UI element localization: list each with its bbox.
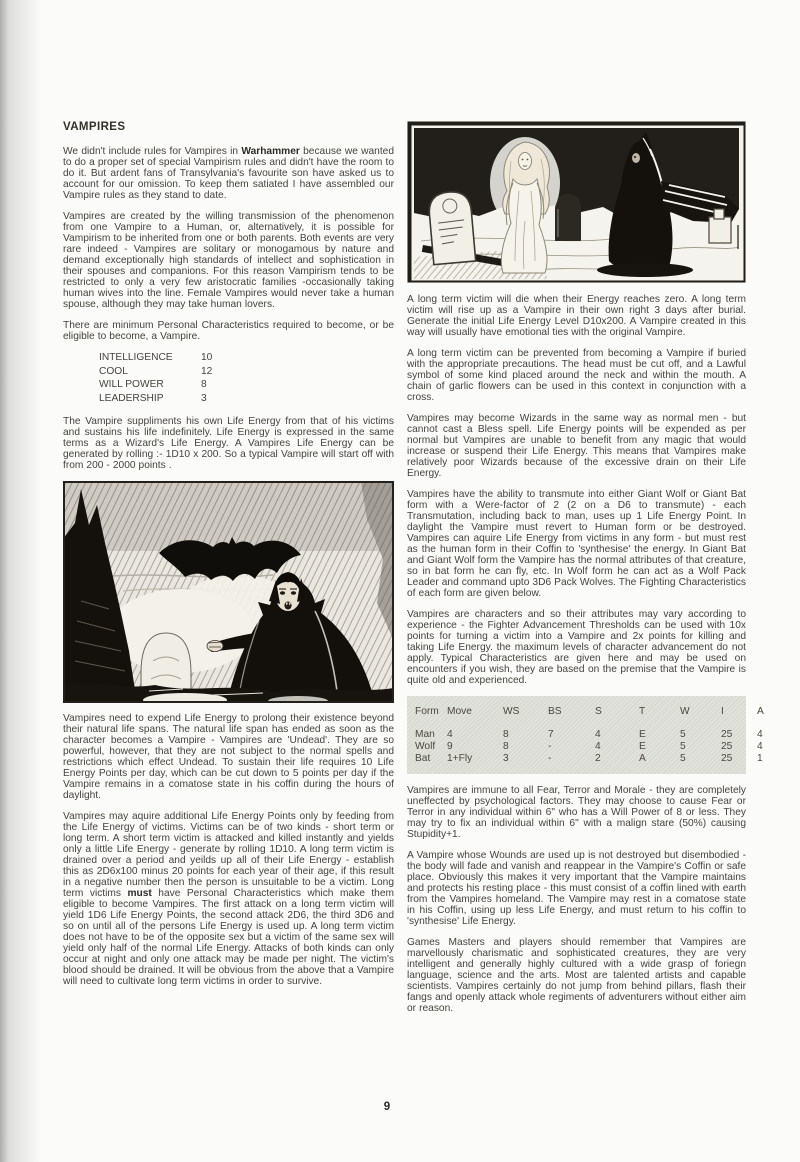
table-cell: A (639, 753, 646, 764)
characteristic-value: 3 (201, 392, 207, 404)
characteristic-label: INTELLIGENCE (99, 352, 173, 363)
paragraph: There are minimum Personal Characteristics required to become, or be eligible to become, a Vampire. (63, 320, 394, 342)
paragraph: The Vampire suppliments his own Life Energy from that of his victims and sustains his life indefinitely. Life Energy is expressed in the same terms as a Wizard's Life Energy. A Vampires Life Energy can be generated by rolling :- 1D10 x 200. So a typical Vampire will start off with from 200 - 2000 points . (63, 415, 394, 471)
article-title: VAMPIRES (63, 121, 126, 133)
graveyard-vampire-illustration (407, 121, 746, 283)
paragraph: Vampires are characters and so their attributes may vary according to experience - the Fighter Advancement Thresholds can be used with 10x points for turning a victim into a Vampire and 2x points for killing and taking Life Energy. the maximum levels of character advancement do not apply. Typical Characteristics are given here and may be used on encounters if you wish, they are based on the premise that the Vampire is quite old and experienced. (407, 609, 746, 686)
table-cell: 1+Fly (447, 753, 473, 764)
table-cell: Man (415, 729, 435, 740)
table-cell: 25 (721, 741, 733, 752)
table-header-cell: Move (447, 706, 472, 717)
table-header-cell: S (595, 706, 602, 717)
paragraph: Vampires need to expend Life Energy to prolong their existence beyond their natural life spans. The natural life span has ended as soon as the character becomes a Vampire - Vampires are 'Undead'. They are so powerful, however, that they are not subject to the normal spells and restrictions which effect Undead. To sustain their life requires 10 Life Energy Points per day, which can be cut down to 5 points per day if the Vampire remains in a comatose state in his coffin during the hours of daylight. (63, 712, 394, 801)
table-cell: E (639, 729, 646, 740)
table-cell: 1 (757, 753, 763, 764)
table-cell: 9 (447, 741, 453, 752)
two-column-layout (63, 121, 764, 1024)
table-header-cell: W (680, 706, 690, 717)
characteristic-value: 12 (201, 365, 213, 377)
table-cell: 8 (503, 729, 509, 740)
table-cell: 2 (595, 753, 601, 764)
fighting-characteristics-table (407, 696, 764, 774)
table-cell: 25 (721, 729, 733, 740)
left-column (63, 121, 394, 1024)
characteristic-label: LEADERSHIP (99, 392, 164, 404)
table-cell: 4 (595, 729, 601, 740)
table-cell: 7 (548, 729, 554, 740)
table-cell: - (548, 753, 552, 764)
table-cell: 4 (757, 741, 763, 752)
scan-edge-shadow (0, 0, 42, 1162)
table-cell: 3 (503, 753, 509, 764)
table-cell: - (548, 741, 552, 752)
characteristic-value: 10 (201, 352, 213, 363)
table-header-cell: Form (415, 706, 439, 717)
table-cell: Bat (415, 753, 431, 764)
vampire-bat-illustration (63, 481, 394, 703)
table-cell: 5 (680, 729, 686, 740)
table-cell: 4 (757, 729, 763, 740)
characteristic-label: COOL (99, 365, 128, 377)
paragraph: Vampires may become Wizards in the same way as normal men - but cannot cast a Bless spell. Life Energy points will be expended as per normal but Vampires are unable to benefit from any magic that would increase or suspend their Life Energy. This means that Vampires make relatively poor Wizards because of the excessive drain on their Life Energy. (407, 413, 746, 479)
paragraph: A long term victim will die when their Energy reaches zero. A long term victim will rise up as a Vampire in their own right 3 days after burial. Generate the initial Life Energy Level D10x200. A Vampire created in this way will usually have emotional ties with the original Vampire. (407, 294, 746, 338)
paragraph: Games Masters and players should remember that Vampires are marvellously charismatic and sophisticated creatures, they are very intelligent and generally highly cultured with a wide grasp of foriegn language, science and the arts. Most are talented artists and capable scientists. Vampires certainly do not jump from behind pillars, flash their fangs and openly attack whole regiments of adventurers without either aim or reason. (407, 937, 746, 1014)
table-header-cell: A (757, 706, 764, 717)
table-header-cell: T (639, 706, 646, 717)
table-header-cell: BS (548, 706, 562, 717)
characteristic-label: WILL POWER (99, 379, 164, 390)
characteristics-list (99, 352, 394, 404)
table-cell: 5 (680, 741, 686, 752)
paragraph: A Vampire whose Wounds are used up is not destroyed but disembodied - the body will fade and vanish and reappear in the Vampire's Coffin or safe place. Obviously this makes it very important that the Vampire maintains and protects his resting place - this must consist of a coffin lined with earth from the Vampires homeland. The Vampire may rest in a comatose state in his Coffin, using up less Life Energy, and must return to his coffin to 'synthesise' Life Energy. (407, 850, 746, 927)
table-cell: 4 (595, 741, 601, 752)
table-header-cell: WS (503, 706, 520, 717)
table-cell: Wolf (415, 741, 436, 752)
table-header-cell: I (721, 706, 724, 717)
characteristic-value: 8 (201, 379, 207, 390)
table-cell: 4 (447, 729, 453, 740)
table-cell: 25 (721, 753, 733, 764)
paragraph: Vampires have the ability to transmute into either Giant Wolf or Giant Bat form with a Were-factor of 2 (2 on a D6 to transmute) - each Transmutation, including back to man, uses up 1 Life Energy Point. In daylight the Vampire must revert to Human form or be destroyed. Vampires can aquire Life Energy from victims in any form - but must rest as the human form in their Coffin to 'synthesise' the energy. In Giant Bat and Giant Wolf form the Vampire has the normal attributes of that creature, so in bat form he can fly, etc. In Wolf form he can act as a Wolf Pack Leader and command upto 3D6 Pack Wolves. The Fighting Characteristics of each form are given below. (407, 489, 746, 599)
paragraph: Vampires are immune to all Fear, Terror and Morale - they are completely uneffected by psychological factors. They may choose to cause Fear or Terror in any individual within 6" who has a Will Power of 8 or less. They may try to fix an individual within 6" with a malign stare (50%) causing Stupidity+1. (407, 785, 746, 840)
table-cell: E (639, 741, 646, 752)
paragraph: We didn't include rules for Vampires in Warhammer because we wanted to do a proper set of special Vampirism rules and didn't have the room to do it. But ardent fans of Transylvania's favourite son have asked us to account for our omission. To keep them satiated I have assembled our Vampire rules as they stand to date. (63, 146, 394, 201)
page-number: 9 (383, 1101, 391, 1113)
table-cell: 8 (503, 741, 509, 752)
right-column (407, 121, 764, 1024)
paragraph: Vampires may aquire additional Life Energy Points only by feeding from the Life Energy of victims. Victims can be of two kinds - short term or long term. A short term victim is attacked and killed instantly and yields only a little Life Energy - generate by rolling 1D10. A long term victim is drained over a period and yeilds up all of their Life Energy - establish this as 2D6x100 minus 20 points for each year of their age, if this result in a negative number then the person is unsuitable to be a victim. Long term victims must have Personal Characteristics which make them eligible to become Vampires. The first attack on a long term victim will yield 1D6 Life Energy Points, the second attack 2D6, the third 3D6 and so on until all of the persons Life Energy is used up. A long term victim does not have to be of the opposite sex but a victim of the same sex will yield only half of the normal Life Energy. Attacks of both kinds can only occur at night and only one attack may be made per night. The victim's blood should be drained. It will be obvious from the above that a Vampire will need to cultivate long term victims in order to survive. (63, 810, 394, 987)
paragraph: Vampires are created by the willing transmission of the phenomenon from one Vampire to a Human, or, alternatively, it is possible for Vampirism to be inherited from one or both parents. Both events are very rare indeed - Vampires are solitary or monogamous by nature and demand exceptionally high standards of intellect and sophistication in their spouses and companions. For this reason Vampirism tends to be restricted to only a very few aristocratic families -occasionally taking human wives into the line. Female Vampires would never take a human spouse, although they may take human lovers. (63, 211, 394, 310)
table-cell: 5 (680, 753, 686, 764)
paragraph: A long term victim can be prevented from becoming a Vampire if buried with the appropriate precautions. The head must be cut off, and a Lawful symbol of some kind placed around the neck and within the mouth. A chain of garlic flowers can be used in this context in conjunction with a cross. (407, 348, 746, 403)
